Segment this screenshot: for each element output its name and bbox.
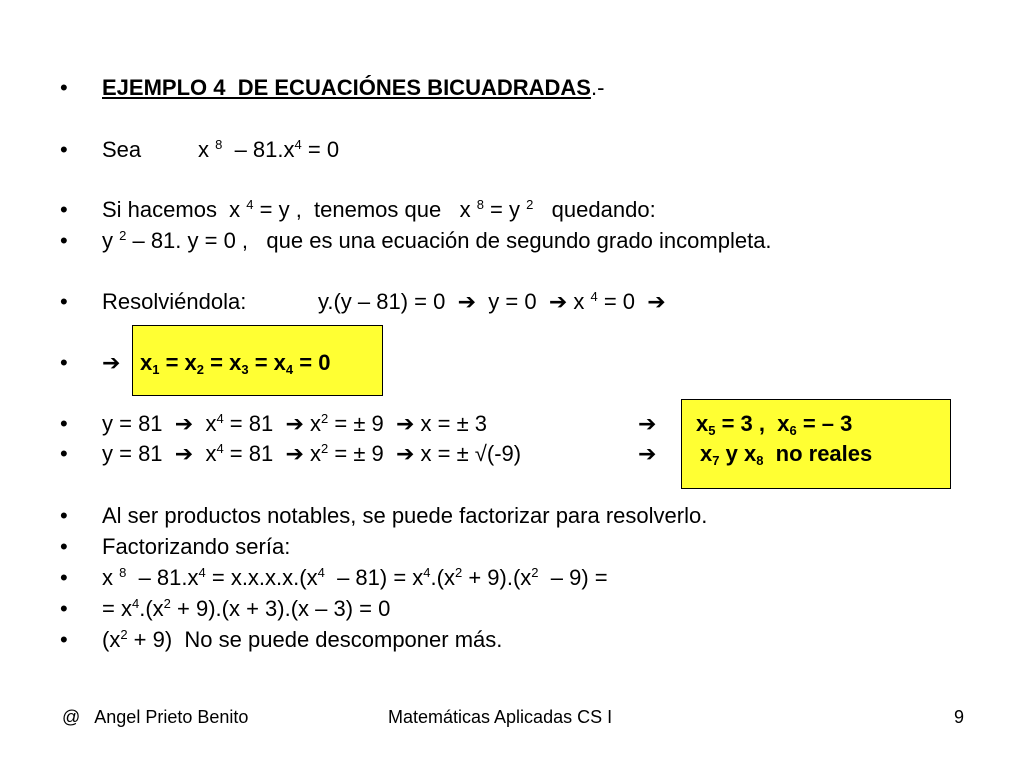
bullet: • <box>60 197 68 222</box>
title-suffix: .- <box>590 75 605 100</box>
bullet: • <box>60 596 68 621</box>
bullet: • <box>60 411 68 436</box>
arrow-icon: ➔ <box>102 350 121 375</box>
arrow-icon: ➔ <box>174 411 194 436</box>
footer-course: Matemáticas Aplicadas CS I <box>388 707 613 727</box>
arrow-icon: ➔ <box>647 289 666 314</box>
arrow-icon: ➔ <box>174 441 194 466</box>
al-ser-text: Al ser productos notables, se puede factorizar para resolverlo. <box>102 503 708 528</box>
slide-title: EJEMPLO 4 DE ECUACIÓNES BICUADRADAS <box>102 75 591 100</box>
resolviendola-equation: y.(y – 81) = 0 ➔ y = 0 ➔ x $^4$ = 0 ➔ <box>318 289 666 314</box>
bullet: • <box>60 350 68 375</box>
arrow-icon: ➔ <box>395 411 415 436</box>
sea-label: Sea <box>102 137 142 162</box>
arrow-icon: ➔ <box>548 289 568 314</box>
factorization-text-1: x $^8 - 81.x^4 = x.x.x.x.(x^4 - 81) = x^4.(x^2 + 9).(x^2 - 9)$ = <box>102 565 608 590</box>
factorization-text-2: = $x^4.(x^2 + 9).(x + 3).(x - 3) = 0$ <box>102 596 391 621</box>
si-hacemos-text: Si hacemos x $^4$ = y , tenemos que x $^8$ = y $^2$ quedando: <box>102 197 656 222</box>
complex-roots-text: y = 81 ➔ $x^4 = 81$ ➔ $x^2$ = ± 9 ➔ x = ± √(-9) <box>102 441 522 466</box>
bullet: • <box>60 503 68 528</box>
bullet: • <box>60 75 68 100</box>
footer-page-number: 9 <box>954 707 965 727</box>
arrow-icon: ➔ <box>395 441 415 466</box>
sea-equation: x $^8 - 81.x^4 = 0$ <box>198 137 340 162</box>
arrow-icon: ➔ <box>638 441 657 466</box>
arrow-icon: ➔ <box>457 289 477 314</box>
real-roots-text: y = 81 ➔ $x^4 = 81$ ➔ $x^2$ = ± 9 ➔ x = ± 3 <box>102 411 488 436</box>
real-roots-result: $x_5 = 3$ , $x_6$ = – 3 <box>696 411 853 438</box>
arrow-icon: ➔ <box>285 441 304 466</box>
bullet: • <box>60 289 68 314</box>
resolviendola-label: Resolviéndola: <box>102 289 247 314</box>
bullet: • <box>60 534 68 559</box>
bullet: • <box>60 228 68 253</box>
bullet: • <box>60 137 68 162</box>
complex-roots-result: $x_7$ y $x_8$ no reales <box>700 441 873 468</box>
incomplete-equation-text: y $^2$ – 81. y = 0 , que es una ecuación de segundo grado incompleta. <box>102 228 772 253</box>
zero-roots-text: $x_1 = x_2 = x_3 = x_4 = 0$ <box>140 350 331 377</box>
factorization-text-3: $(x^2 + 9)$ No se puede descomponer más. <box>102 627 503 652</box>
bullet: • <box>60 565 68 590</box>
arrow-icon: ➔ <box>638 411 657 436</box>
bullet: • <box>60 627 68 652</box>
footer-author: @ Angel Prieto Benito <box>62 707 249 727</box>
arrow-icon: ➔ <box>285 411 304 436</box>
factorizando-text: Factorizando sería: <box>102 534 291 559</box>
bullet: • <box>60 441 68 466</box>
